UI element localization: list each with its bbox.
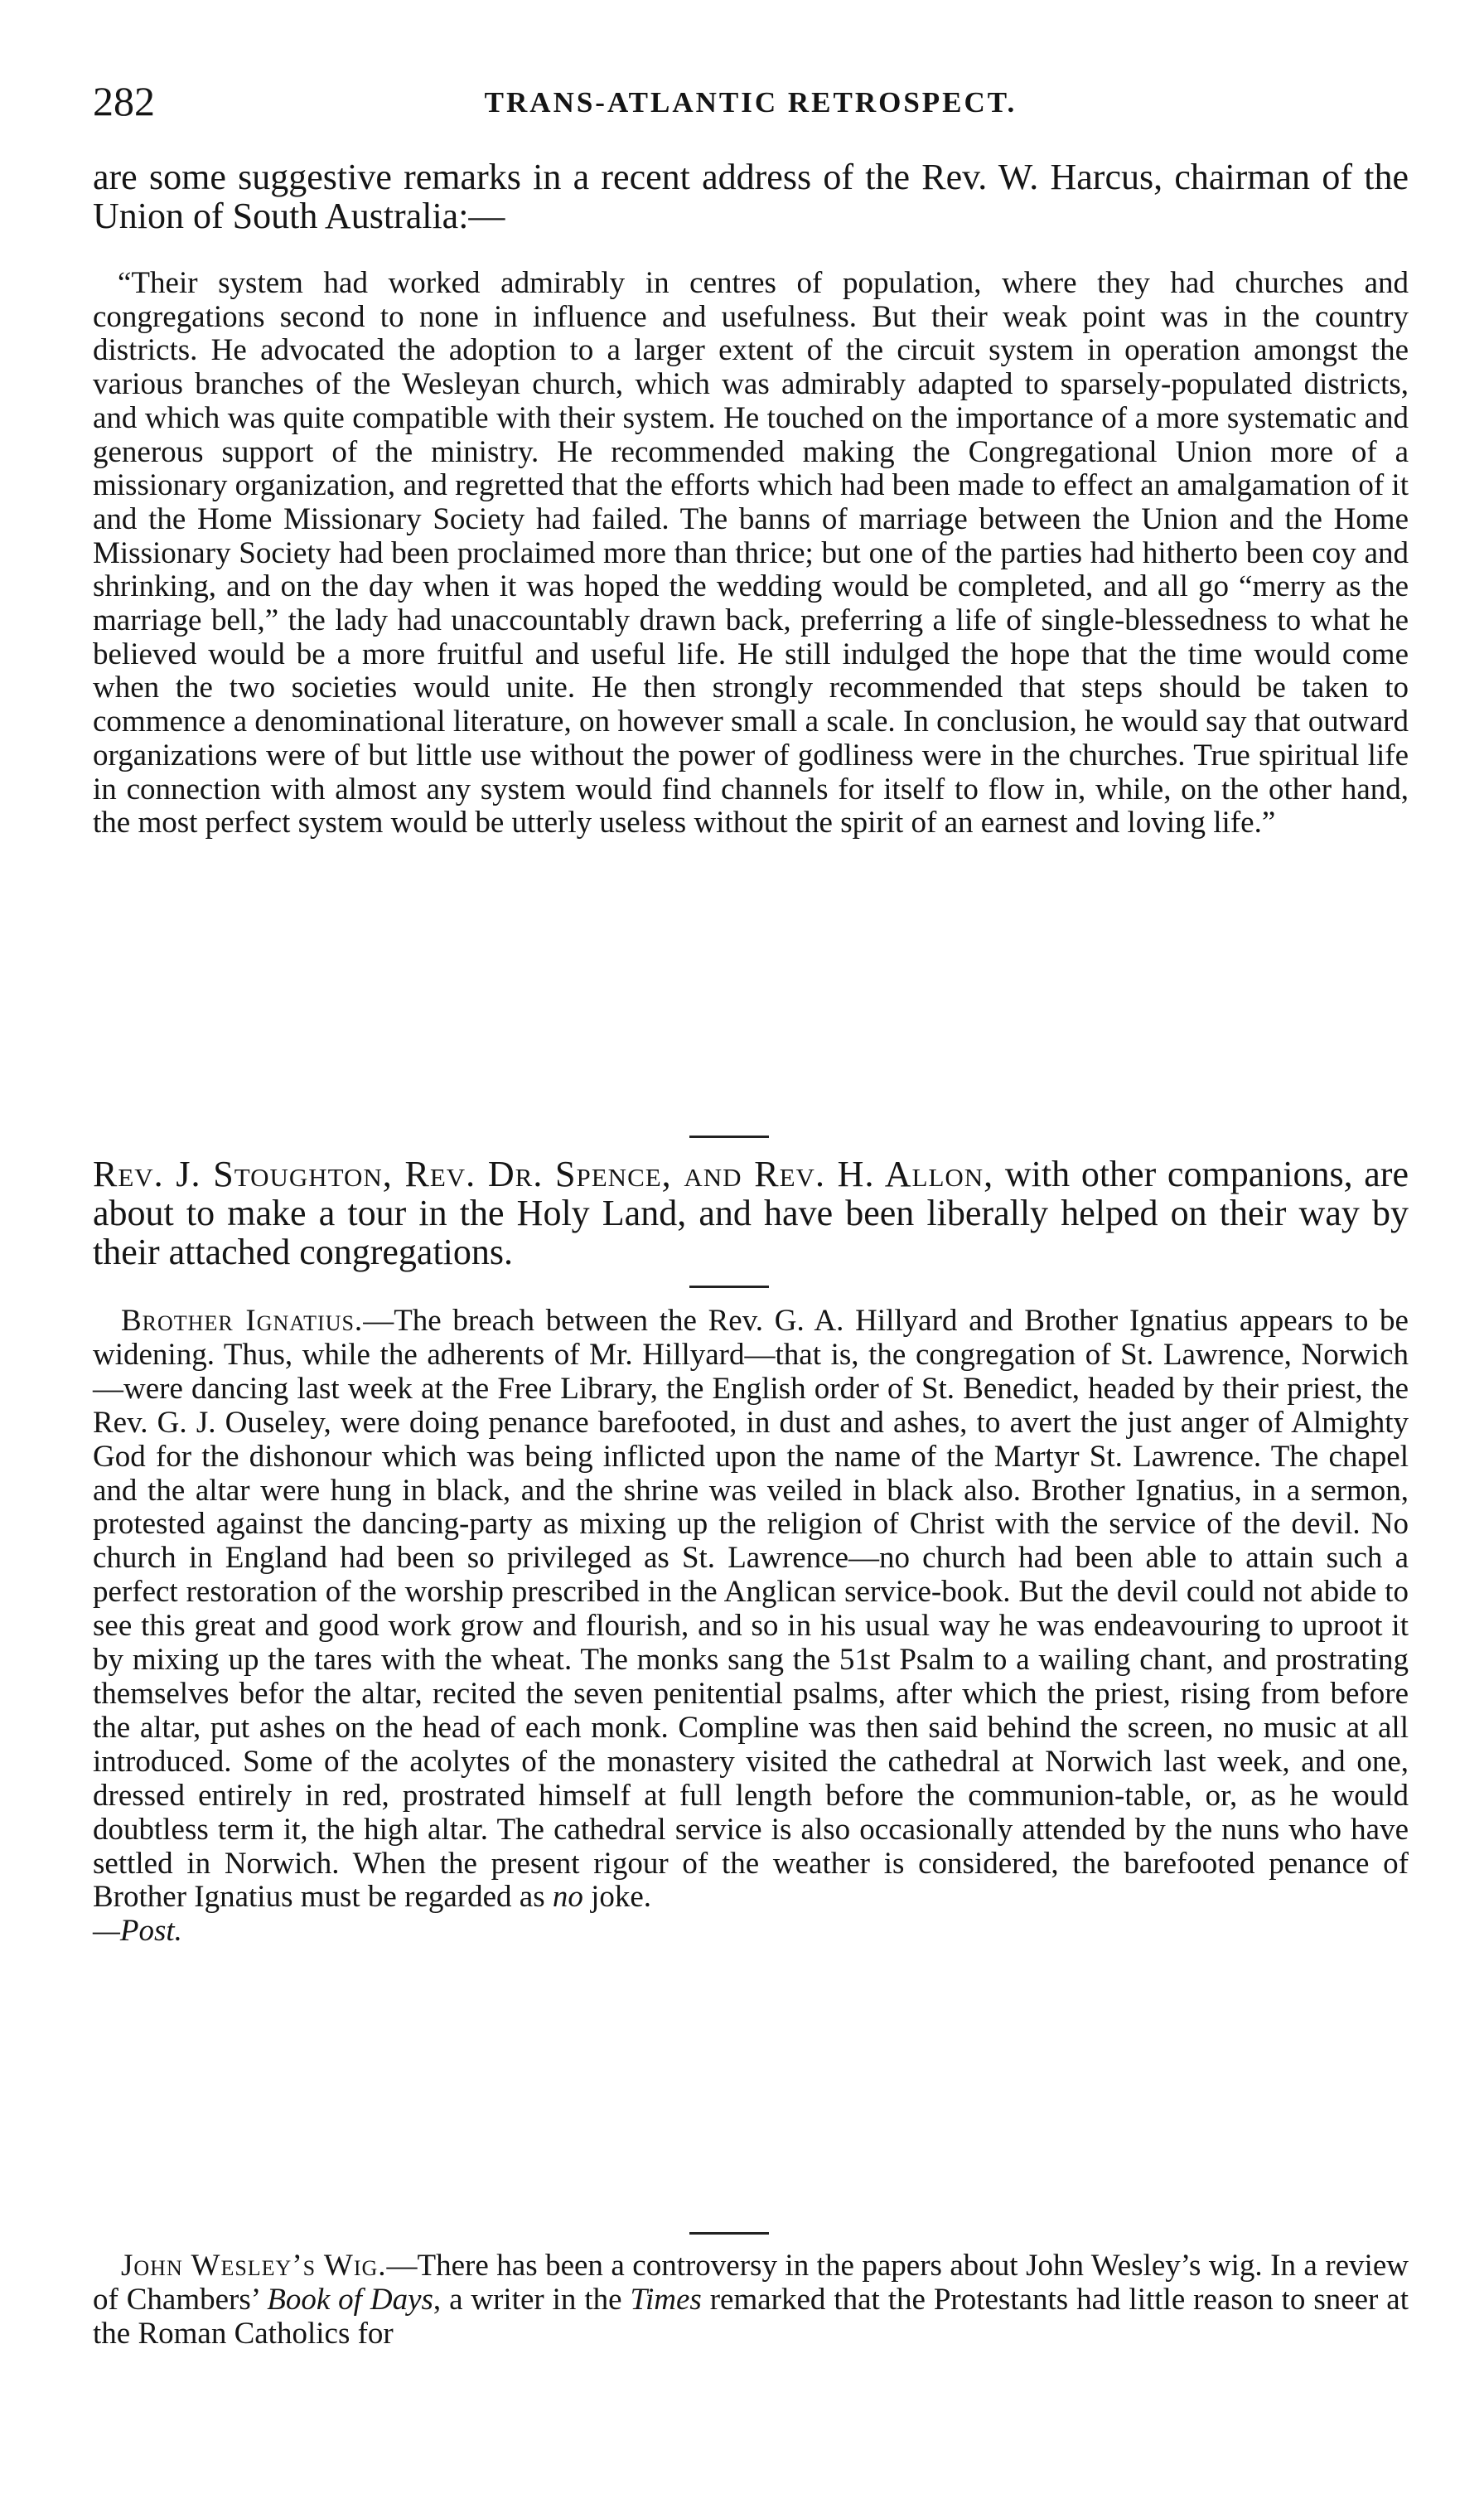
quotation-text: “Their system had worked admirably in centres of population, where they had churches and congregations second to none in influence and usefulness. But their weak point was in the country districts. He advocated the adoption to a larger extent of the circuit system in operation amongst the various branches of the Wesleyan church, which was admirably adapted to sparsely-populated districts, and which was quite compatible with their system. He touched on the importance of a more systematic and generous support of the ministry. He recommended making the Congregational Union more of a missionary organization, and regretted that the efforts which had been made to effect an amalgamation of it and the Home Missionary Society had failed. The banns of marriage between the Union and the Home Missionary Society had been proclaimed more than thrice; but one of the parties had hitherto been coy and shrinking, and on the day when it was hoped the wedding would be completed, and all go “merry as the marriage bell,” the lady had unaccountably drawn back, preferring a life of single-blessedness to what he believed would be a more fruitful and useful life. He still indulged the hope that the time would come when the two societies would unite. He then strongly recommended that steps should be taken to commence a denominational literature, on however small a scale. In conclusion, he would say that outward organizations were of but little use without the power of godliness were in the churches. True spiritual life in connection with almost any system would find channels for itself to flow in, while, on the other hand, the most perfect system would be utterly useless without the spirit of an earnest and loving life.” [93, 266, 1409, 840]
brother-ignatius-source: —Post. [93, 1914, 182, 1949]
newspaper-title: Times [630, 2282, 702, 2317]
brother-ignatius-italic: no [552, 1880, 583, 1915]
wesley-wig-text-c: remarked that the Protestants had little reason to sneer at the Roman Catholics for [93, 2282, 1409, 2351]
intro-text: are some suggestive remarks in a recent address of the Rev. W. Harcus, chairman of the Union of South Australia:— [93, 157, 1409, 236]
book-title: Book of Days [267, 2282, 433, 2317]
page-number: 282 [93, 78, 155, 124]
brother-ignatius-text-end: joke. [582, 1880, 652, 1915]
section-divider [689, 1136, 769, 1138]
tour-notice-paragraph [93, 1155, 1409, 1271]
running-title: TRANS-ATLANTIC RETROSPECT. [484, 86, 1018, 119]
section-divider [689, 2232, 769, 2235]
page-header [93, 76, 1409, 126]
intro-paragraph [93, 157, 1409, 235]
harcus-quotation [93, 267, 1409, 840]
wesley-wig-heading: John Wesley’s Wig. [121, 2249, 387, 2283]
wesley-wig-text-b: , a writer in the [433, 2282, 631, 2317]
brother-ignatius-heading: Brother Ignatius. [121, 1304, 364, 1338]
wesley-wig-paragraph [93, 2249, 1409, 2351]
section-divider [689, 1286, 769, 1288]
tour-notice-names: Rev. J. Stoughton, Rev. Dr. Spence, and Rev. H. Allon, [93, 1154, 994, 1194]
brother-ignatius-text: —The breach between the Rev. G. A. Hillyard and Brother Ignatius appears to be widening. Thus, while the adherents of Mr. Hillyard—that is, the congregation of St. Lawrence, Norwich—were dancing last week at the Free Library, the English order of St. Benedict, headed by their priest, the Rev. G. J. Ouseley, were doing penance barefooted, in dust and ashes, to avert the just anger of Almighty God for the dishonour which was being inflicted upon the name of the Martyr St. Lawrence. The chapel and the altar were hung in black, and the shrine was veiled in black also. Brother Ignatius, in a sermon, protested against the dancing-party as mixing up the religion of Christ with the service of the devil. No church in England had been so privileged as St. Lawrence—no church had been able to attain such a perfect restoration of the worship prescribed in the Anglican service-book. But the devil could not abide to see this great and good work grow and flourish, and so in his usual way he was endeavouring to uproot it by mixing up the tares with the wheat. The monks sang the 51st Psalm to a wailing chant, and prostrating themselves befor the altar, recited the seven penitential psalms, after which the priest, rising from before the altar, put ashes on the head of each monk. Compline was then said behind the screen, no music at all introduced. Some of the acolytes of the monastery visited the cathedral at Norwich last week, and one, dressed entirely in red, prostrated himself at full length before the communion-table, or, as he would doubtless term it, the high altar. The cathedral service is also occasionally attended by the nuns who have settled in Norwich. When the present rigour of the weather is considered, the barefooted penance of Brother Ignatius must be regarded as [93, 1304, 1409, 1915]
brother-ignatius-paragraph [93, 1305, 1409, 1949]
tour-notice-text: with other companions, are about to make a tour in the Holy Land, and have been liberally helped on their way by their attached congregations. [93, 1154, 1409, 1272]
wesley-wig-text-a: —There has been a controversy in the papers about John Wesley’s wig. In a review of Chambers’ [93, 2249, 1409, 2317]
